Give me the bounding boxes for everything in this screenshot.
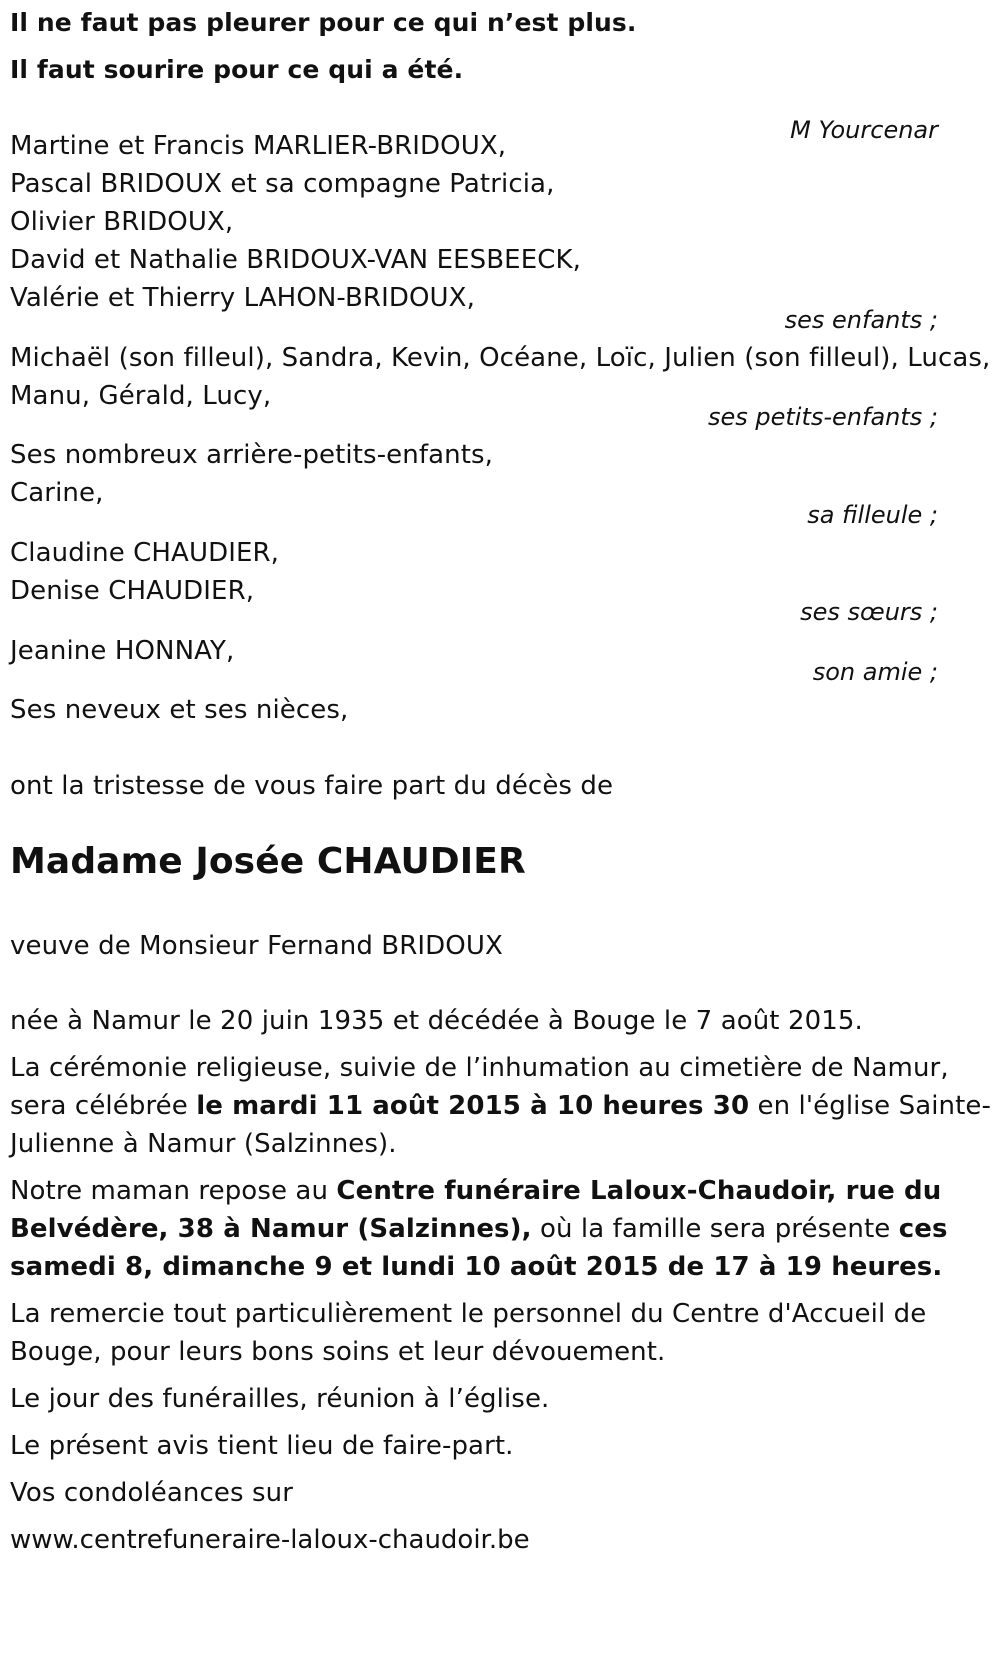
ceremony-date-time: le mardi 11 août 2015 à 10 heures 30	[196, 1091, 750, 1121]
ceremony-line-2-after: en l'église Sainte-	[749, 1091, 991, 1121]
grandchildren-line-2: Manu, Gérald, Lucy,	[10, 381, 272, 411]
goddaughter-label: sa filleule ;	[807, 501, 938, 529]
visitation-line-1-before: Notre maman repose au	[10, 1176, 337, 1206]
ceremony-line-2-before: sera célébrée	[10, 1091, 197, 1121]
children-label: ses enfants ;	[784, 306, 938, 334]
friend-label: son amie ;	[812, 658, 938, 686]
visitation-line-2	[10, 1210, 948, 1248]
condolences-line: Vos condoléances sur	[10, 1478, 294, 1508]
visitation-line-2-after: où la famille sera présente	[531, 1214, 899, 1244]
great-grandchildren-line: Ses nombreux arrière-petits-enfants,	[10, 440, 494, 470]
grandchildren-label: ses petits-enfants ;	[707, 403, 938, 431]
ceremony-line-1: La cérémonie religieuse, suivie de l’inhumation au cimetière de Namur,	[10, 1053, 949, 1083]
visitation-days-start: ces	[898, 1214, 948, 1244]
funeral-centre-address: Belvédère, 38 à Namur (Salzinnes),	[10, 1214, 532, 1244]
quote-line-2: Il faut sourire pour ce qui a été.	[10, 55, 464, 84]
visitation-line-1	[10, 1172, 941, 1210]
children-line-5: Valérie et Thierry LAHON-BRIDOUX,	[10, 283, 475, 313]
friend-line: Jeanine HONNAY,	[10, 636, 235, 666]
sisters-line-2: Denise CHAUDIER,	[10, 576, 255, 606]
ceremony-line-3: Julienne à Namur (Salzinnes).	[10, 1129, 397, 1159]
funeral-centre-name: Centre funéraire Laloux-Chaudoir, rue du	[336, 1176, 942, 1206]
notice-line: Le présent avis tient lieu de faire-part.	[10, 1431, 514, 1461]
children-line-2: Pascal BRIDOUX et sa compagne Patricia,	[10, 169, 555, 199]
children-line-4: David et Nathalie BRIDOUX-VAN EESBEECK,	[10, 245, 581, 275]
website-link[interactable]: www.centrefuneraire-laloux-chaudoir.be	[10, 1525, 530, 1555]
nephews-line: Ses neveux et ses nièces,	[10, 695, 349, 725]
sisters-line-1: Claudine CHAUDIER,	[10, 538, 280, 568]
grandchildren-line-1: Michaël (son filleul), Sandra, Kevin, Océane, Loïc, Julien (son filleul), Lucas,	[10, 343, 991, 373]
announcement-intro: ont la tristesse de vous faire part du décès de	[10, 771, 614, 801]
sisters-label: ses sœurs ;	[800, 598, 938, 626]
visitation-days: samedi 8, dimanche 9 et lundi 10 août 2015 de 17 à 19 heures.	[10, 1252, 943, 1282]
children-line-1: Martine et Francis MARLIER-BRIDOUX,	[10, 131, 507, 161]
spouse-line: veuve de Monsieur Fernand BRIDOUX	[10, 931, 503, 961]
thanks-line-2: Bouge, pour leurs bons soins et leur dévouement.	[10, 1337, 666, 1367]
quote-line-1: Il ne faut pas pleurer pour ce qui n’est plus.	[10, 8, 637, 37]
children-line-3: Olivier BRIDOUX,	[10, 207, 234, 237]
quote-author: M Yourcenar	[790, 116, 938, 144]
thanks-line-1: La remercie tout particulièrement le personnel du Centre d'Accueil de	[10, 1299, 927, 1329]
deceased-name: Madame Josée CHAUDIER	[10, 841, 526, 882]
birth-death-line: née à Namur le 20 juin 1935 et décédée à Bouge le 7 août 2015.	[10, 1006, 863, 1036]
goddaughter-line: Carine,	[10, 478, 104, 508]
ceremony-line-2	[10, 1087, 991, 1125]
meeting-line: Le jour des funérailles, réunion à l’église.	[10, 1384, 550, 1414]
